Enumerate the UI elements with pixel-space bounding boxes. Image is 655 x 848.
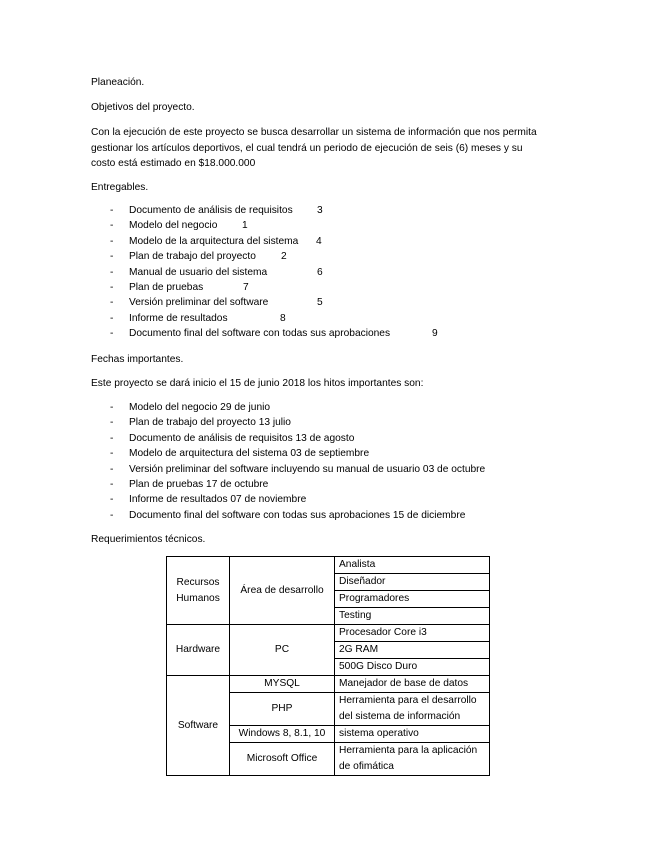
heading-fechas: Fechas importantes.	[91, 354, 184, 365]
sw-name-cell: PHP	[230, 693, 335, 726]
entregable-number: 3	[317, 205, 323, 216]
entregable-text: Versión preliminar del software	[129, 297, 269, 309]
objetivo-line: Con la ejecución de este proyecto se busca desarrollar un sistema de información que nos permita	[91, 127, 537, 138]
entregable-text: Documento final del software con todas sus aprobaciones	[129, 328, 391, 340]
entregable-text: Documento de análisis de requisitos	[129, 205, 293, 216]
hito-text: Plan de trabajo del proyecto 13 julio	[129, 417, 291, 429]
rrhh-cell: Recursos Humanos	[167, 557, 230, 625]
heading-entregables: Entregables.	[91, 182, 149, 193]
hito-text: Modelo del negocio 29 de junio	[129, 402, 271, 413]
entregable-text: Manual de usuario del sistema	[129, 266, 268, 278]
hardware-cell: Hardware	[167, 625, 230, 676]
sw-name-cell: Microsoft Office	[230, 743, 335, 776]
area-cell: Área de desarrollo	[230, 557, 335, 625]
hw-item-cell: 2G RAM	[335, 642, 490, 659]
entregable-number: 8	[280, 312, 286, 324]
sw-desc-cell: sistema operativo	[335, 726, 490, 743]
hw-item-cell: 500G Disco Duro	[335, 659, 490, 676]
entregable-number: 1	[242, 220, 248, 232]
sw-desc-cell: Herramienta para el desarrollo del sistema de información	[335, 693, 490, 726]
role-cell: Diseñador	[335, 574, 490, 591]
role-cell: Testing	[335, 608, 490, 625]
hito-text: Plan de pruebas 17 de octubre	[129, 478, 269, 490]
entregable-number: 7	[243, 281, 249, 293]
sw-name-cell: MYSQL	[230, 676, 335, 693]
fechas-intro: Este proyecto se dará inicio el 15 de junio 2018 los hitos importantes son:	[91, 378, 424, 389]
hito-text: Documento final del software con todas sus aprobaciones 15 de diciembre	[129, 509, 466, 521]
entregable-number: 4	[316, 235, 322, 247]
entregable-text: Plan de trabajo del proyecto	[129, 251, 256, 263]
hito-text: Versión preliminar del software incluyendo su manual de usuario 03 de octubre	[129, 463, 486, 475]
software-cell: Software	[167, 676, 230, 776]
entregable-text: Modelo del negocio	[129, 220, 218, 232]
entregable-text: Plan de pruebas	[129, 281, 204, 293]
sw-desc-cell: Herramienta para la aplicación de ofimática	[335, 743, 490, 776]
sw-desc-cell: Manejador de base de datos	[335, 676, 490, 693]
pc-cell: PC	[230, 625, 335, 676]
table-row	[167, 557, 490, 574]
table-row	[167, 676, 490, 693]
sw-name-cell: Windows 8, 8.1, 10	[230, 726, 335, 743]
hito-text: Modelo de arquitectura del sistema 03 de septiembre	[129, 448, 370, 460]
role-cell: Programadores	[335, 591, 490, 608]
role-cell: Analista	[335, 557, 490, 574]
heading-objetivos: Objetivos del proyecto.	[91, 102, 195, 113]
entregable-number: 2	[281, 251, 287, 263]
entregable-number: 9	[432, 328, 438, 340]
entregable-number: 6	[317, 266, 323, 278]
objetivo-line: costo está estimado en $18.000.000	[91, 158, 256, 169]
objetivo-line: gestionar los artículos deportivos, el cual tendrá un periodo de ejecución de seis (6) meses y su	[91, 143, 523, 154]
requerimientos-table	[166, 556, 490, 776]
hito-text: Informe de resultados 07 de noviembre	[129, 494, 307, 506]
hw-item-cell: Procesador Core i3	[335, 625, 490, 642]
table-row	[167, 625, 490, 642]
entregable-text: Informe de resultados	[129, 312, 228, 324]
entregable-number: 5	[317, 297, 323, 309]
hito-text: Documento de análisis de requisitos 13 de agosto	[129, 432, 355, 444]
heading-requerimientos: Requerimientos técnicos.	[91, 534, 206, 545]
heading-planeacion: Planeación.	[91, 77, 145, 88]
entregable-text: Modelo de la arquitectura del sistema	[129, 235, 299, 247]
